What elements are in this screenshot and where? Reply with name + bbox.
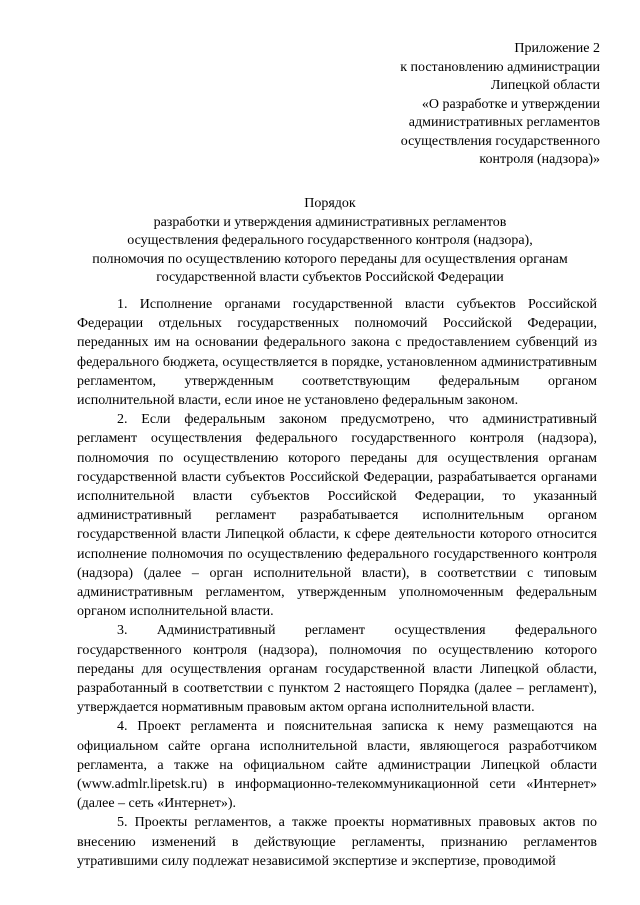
appendix-line: к постановлению администрации bbox=[400, 59, 600, 75]
appendix-line: контроля (надзора)» bbox=[479, 152, 600, 167]
document-subtitle-line: осуществления федерального государственного контроля (надзора), bbox=[127, 233, 533, 248]
appendix-line: Приложение 2 bbox=[514, 41, 600, 56]
document-subtitle-line: государственной власти субъектов Российской Федерации bbox=[156, 270, 504, 285]
paragraph-5: 5. Проекты регламентов, а также проекты нормативных правовых актов по внесению изменений в действующие регламенты, признанию регламентов утратившими силу подлежат независимой экспертизе и экспертизе, проводимой bbox=[77, 815, 597, 869]
paragraph-1: 1. Исполнение органами государственной власти субъектов Российской Федерации отдельных государственных полномочий Российской Федерации, переданных им на основании федерального закона с предоставлением субвенций из федерального бюджета, осуществляется в порядке, установленном административным регламентом, утвержденным соответствующим федеральным органом исполнительной власти, если иное не установлено федеральным законом. bbox=[77, 297, 597, 409]
document-title: Порядок bbox=[304, 196, 356, 211]
appendix-line: осуществления государственного bbox=[400, 133, 600, 149]
appendix-line: Липецкой области bbox=[490, 78, 600, 93]
paragraph-2: 2. Если федеральным законом предусмотрено, что административный регламент осуществления федерального государственного контроля (надзора), полномочия по осуществлению которого переданы для осуществления органам государственной власти субъектов Российской Федерации, разрабатывается органами исполнительной власти субъектов Российской Федерации, то указанный административный регламент разрабатывается исполнительным органом государственной власти Липецкой области, к сфере деятельности которого относится исполнение полномочия по осуществлению федерального государственного контроля (надзора) (далее – орган исполнительной власти), в соответствии с типовым административным регламентом, утвержденным уполномоченным федеральным органом исполнительной власти. bbox=[77, 412, 597, 620]
paragraph-3: 3. Административный регламент осуществления федерального государственного контроля (надзора), полномочия по осуществлению которого переданы для осуществления органам государственной власти Липецкой области, разработанный в соответствии с пунктом 2 настоящего Порядка (далее – регламент), утверждается нормативным правовым актом органа исполнительной власти. bbox=[77, 623, 597, 716]
document-heading bbox=[60, 195, 600, 288]
document-body bbox=[77, 295, 597, 871]
appendix-line: административных регламентов bbox=[408, 115, 600, 130]
document-subtitle-line: разработки и утверждения административных регламентов bbox=[153, 214, 507, 230]
appendix-line: «О разработке и утверждении bbox=[421, 96, 600, 112]
document-subtitle-line: полномочия по осуществлению которого переданы для осуществления органам bbox=[92, 251, 568, 267]
appendix-block bbox=[300, 40, 600, 170]
paragraph-4: 4. Проект регламента и пояснительная записка к нему размещаются на официальном сайте органа исполнительной власти, являющегося разработчиком регламента, а также на официальном сайте администрации Липецкой области (www.admlr.lipetsk.ru) в информационно-телекоммуникационной сети «Интернет» (далее – сеть «Интернет»). bbox=[77, 719, 597, 812]
